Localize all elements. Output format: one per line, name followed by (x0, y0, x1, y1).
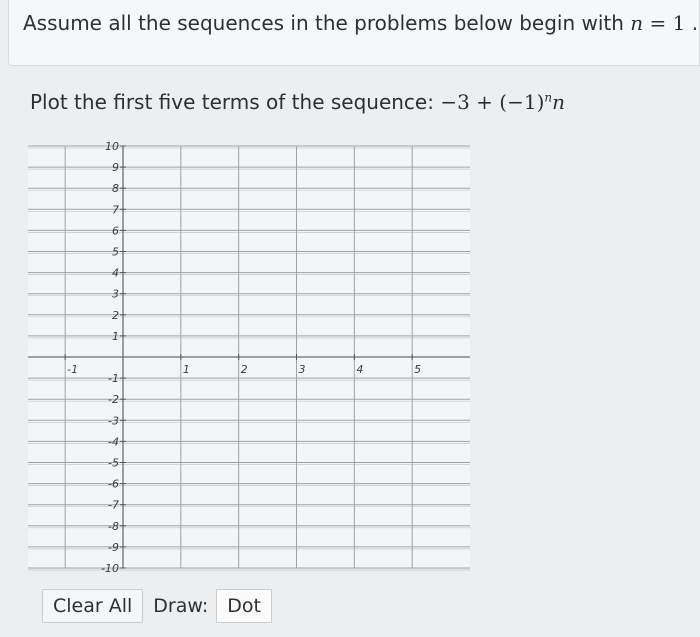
y-tick-label: -6 (108, 477, 119, 491)
draw-mode-select[interactable]: Dot (216, 589, 272, 623)
graph-toolbar (42, 588, 272, 624)
instruction-period: . (685, 11, 699, 35)
x-tick-label: 2 (240, 363, 248, 376)
y-tick-label: 10 (105, 140, 119, 153)
x-tick-label: 4 (356, 363, 364, 376)
y-tick-label: 8 (112, 182, 119, 196)
instruction-equals: = 1 (643, 11, 686, 35)
x-tick-label: 3 (298, 363, 306, 376)
x-tick-label: 5 (414, 363, 422, 376)
y-tick-label: -1 (108, 372, 119, 386)
y-tick-label: -9 (108, 540, 119, 554)
y-tick-label: 6 (112, 224, 119, 238)
y-tick-label: -4 (108, 435, 119, 449)
x-tick-label: -1 (67, 363, 79, 376)
y-tick-label: 7 (112, 203, 119, 217)
y-tick-label: -7 (108, 498, 119, 512)
prompt-text: Plot the first five terms of the sequence: (30, 90, 441, 114)
y-tick-label: 2 (112, 308, 119, 322)
y-tick-label: -3 (108, 414, 119, 428)
expr-exponent: n (544, 90, 553, 105)
instruction-lead: Assume all the sequences in the problems below begin with (23, 11, 631, 35)
y-tick-label: -2 (108, 393, 119, 407)
x-tick-label: 1 (182, 363, 190, 376)
expr-base: −3 + (−1) (440, 90, 545, 114)
y-tick-label: 9 (112, 161, 119, 175)
expr-n: n (552, 90, 566, 114)
y-tick-label: -10 (101, 562, 119, 575)
y-tick-label: 5 (112, 245, 119, 259)
clear-all-button[interactable]: Clear All (42, 589, 143, 623)
y-tick-label: 1 (112, 329, 119, 343)
instruction-variable: n (630, 11, 644, 35)
y-tick-label: -8 (108, 519, 119, 533)
y-tick-label: -5 (108, 456, 119, 470)
y-tick-label: 3 (112, 287, 119, 301)
y-tick-label: 4 (112, 266, 119, 280)
draw-label: Draw: (153, 595, 209, 617)
